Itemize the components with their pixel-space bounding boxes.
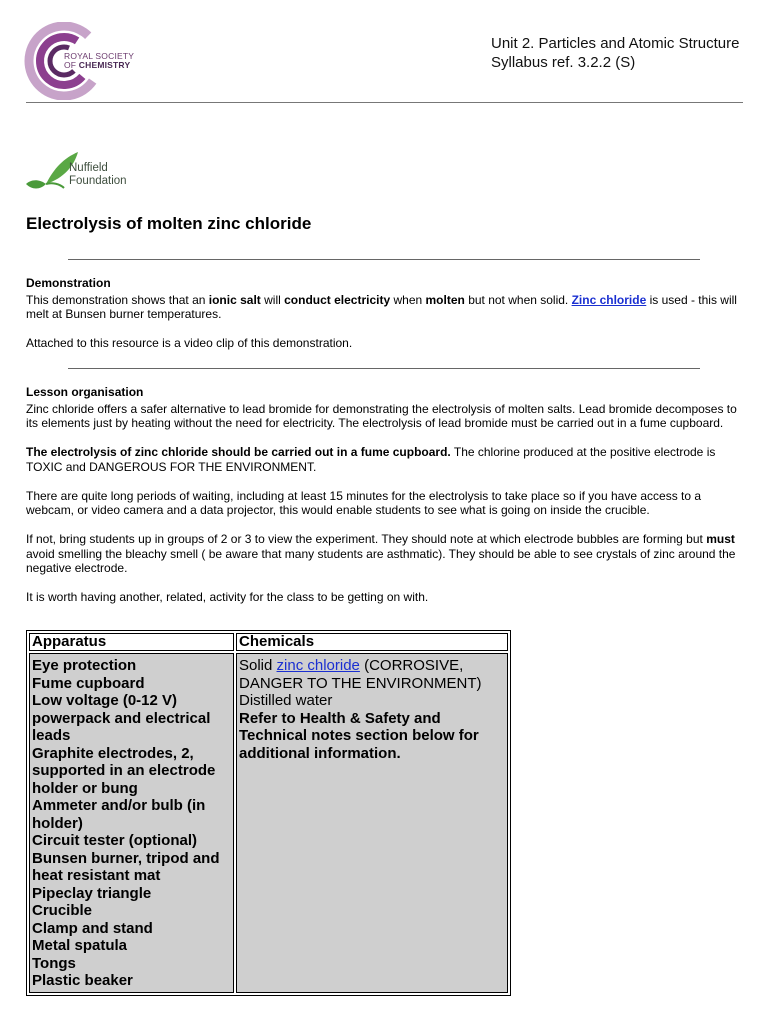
demonstration-section: [26, 276, 742, 365]
page-title: Electrolysis of molten zinc chloride: [26, 214, 312, 233]
syllabus-ref: Syllabus ref. 3.2.2 (S): [491, 54, 636, 71]
apparatus-item: Metal spatula: [32, 937, 128, 954]
waiting-paragraph: There are quite long periods of waiting, including at least 15 minutes for the electrolysis to take place so if you have access to a webcam, or video camera and a data projector, this would enable students to see what is going on inside the crucible.: [26, 488, 702, 517]
header-divider: [26, 102, 743, 103]
zinc-chloride-link[interactable]: Zinc chloride: [571, 292, 647, 307]
chemical-zinc-chloride: Solid zinc chloride (CORROSIVE, DANGER TO THE ENVIRONMENT): [239, 657, 482, 692]
chemical-water: Distilled water: [239, 692, 333, 709]
fume-cupboard-warning: The electrolysis of zinc chloride should be carried out in a fume cupboard. The chlorine produced at the positive electrode is TOXIC and DANGEROUS FOR THE ENVIRONMENT.: [26, 445, 716, 474]
lesson-heading: Lesson organisation: [26, 385, 144, 399]
groups-paragraph: If not, bring students up in groups of 2 or 3 to view the experiment. They should note at which electrode bubbles are forming but must avoid smelling the bleachy smell ( be aware that many students are asthmatic). They should be able to see crystals of zinc around the negative electrode.: [26, 532, 736, 575]
apparatus-item: Pipeclay triangle: [32, 884, 152, 902]
activity-paragraph: It is worth having another, related, activity for the class to be getting on with.: [26, 590, 429, 604]
chemicals-header: Chemicals: [236, 633, 508, 651]
apparatus-item: Clamp and stand: [32, 919, 153, 937]
lesson-section: [26, 385, 742, 619]
apparatus-item: Bunsen burner, tripod and heat resistant mat: [32, 849, 220, 884]
zinc-chloride-table-link[interactable]: zinc chloride: [276, 657, 360, 674]
section-divider: [68, 259, 700, 260]
apparatus-item: Eye protection: [32, 657, 137, 674]
apparatus-item: Crucible: [32, 902, 93, 919]
chemicals-cell: [236, 653, 508, 993]
apparatus-item: Ammeter and/or bulb (in holder): [32, 797, 206, 832]
video-note: Attached to this resource is a video clip of this demonstration.: [26, 336, 353, 350]
apparatus-item: Circuit tester (optional): [32, 832, 198, 849]
unit-title: Unit 2. Particles and Atomic Structure: [491, 35, 740, 52]
demonstration-paragraph: This demonstration shows that an ionic salt will conduct electricity when molten but not when solid. Zinc chloride is used - this will melt at Bunsen burner temperatures.: [26, 292, 737, 321]
demonstration-heading: Demonstration: [26, 276, 111, 290]
apparatus-item: Plastic beaker: [32, 972, 133, 989]
lesson-paragraph: Zinc chloride offers a safer alternative to lead bromide for demonstrating the electrolysis of molten salts. Lead bromide decomposes to its elements just by heating without the need for electricity. The electrolysis of lead bromide must be carried out in a fume cupboard.: [26, 401, 737, 430]
rsc-logo-text: ROYAL SOCIETY OF CHEMISTRY: [64, 51, 135, 70]
apparatus-item: Low voltage (0-12 V) powerpack and electrical leads: [32, 692, 211, 744]
apparatus-chemicals-table: [26, 630, 511, 996]
apparatus-item: Tongs: [32, 954, 76, 972]
apparatus-item: Fume cupboard: [32, 674, 145, 692]
section-divider: [68, 368, 700, 369]
nuffield-logo-text: Nuffield Foundation: [69, 162, 127, 187]
apparatus-cell: [29, 653, 234, 993]
safety-note: Refer to Health & Safety and Technical notes section below for additional information.: [239, 709, 479, 762]
apparatus-header: Apparatus: [29, 633, 234, 651]
apparatus-item: Graphite electrodes, 2, supported in an electrode holder or bung: [32, 744, 216, 797]
unit-info: [491, 34, 739, 72]
